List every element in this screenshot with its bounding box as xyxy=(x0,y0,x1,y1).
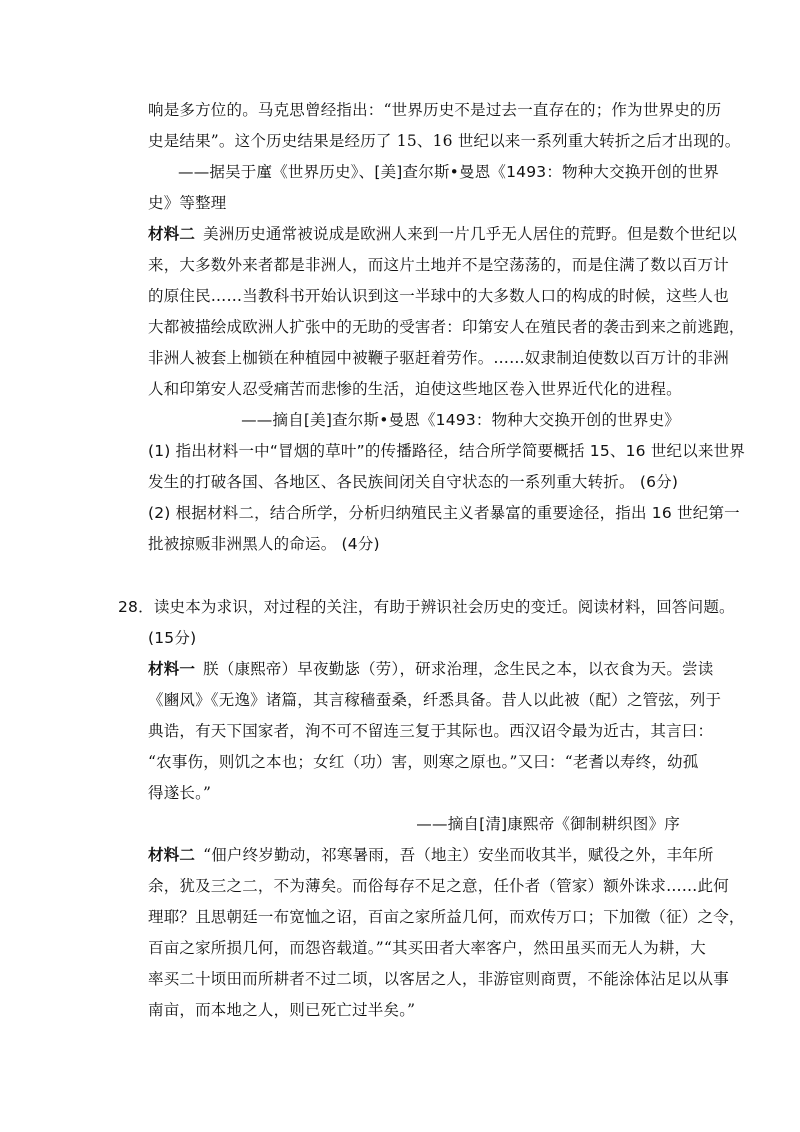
question-score: (15分) xyxy=(148,629,197,647)
text-line: 响是多方位的。马克思曾经指出：“世界历史不是过去一直存在的；作为世界史的历 xyxy=(148,101,722,119)
source-citation: ——据吴于廑《世界历史》、[美]查尔斯•曼恩《1493：物种大交换开创的世界 xyxy=(178,163,720,181)
text-line: 的原住民……当教科书开始认识到这一半球中的大多数人口的构成的时候，这些人也 xyxy=(148,287,729,305)
text-line: 典诰，有天下国家者，洵不可不留连三复于其际也。西汉诏令最为近古，其言曰： xyxy=(148,722,714,740)
text-line: 得遂长。” xyxy=(148,784,212,802)
source-citation: 史》等整理 xyxy=(148,194,227,212)
question-line: 发生的打破各国、各地区、各民族间闭关自守状态的一系列重大转折。 (6分) xyxy=(148,473,679,491)
material-text: 美洲历史通常被说成是欧洲人来到一片几乎无人居住的荒野。但是数个世纪以 xyxy=(203,225,737,243)
material-label: 材料二 xyxy=(148,846,196,864)
text-line xyxy=(148,659,713,679)
material-text: 朕（康熙帝）早夜勤毖（劳），研求治理，念生民之本，以衣食为天。尝读 xyxy=(203,660,714,678)
text-line: 史是结果”。这个历史结果是经历了 15、16 世纪以来一系列重大转折之后才出现的。 xyxy=(148,132,741,150)
material-label: 材料二 xyxy=(148,225,196,243)
question-line: 批被掠贩非洲黑人的命运。 (4分) xyxy=(148,535,380,553)
text-line: “农事伤，则饥之本也；女红（功）害，则寒之原也。”又曰：“老耆以寿终，幼孤 xyxy=(148,753,699,771)
text-line: 非洲人被套上枷锁在种植园中被鞭子驱赶着劳作。……奴隶制迫使数以百万计的非洲 xyxy=(148,349,729,367)
source-citation: ——摘自[美]查尔斯•曼恩《1493：物种大交换开创的世界史》 xyxy=(241,411,680,429)
question-line: (1) 指出材料一中“冒烟的草叶”的传播路径，结合所学简要概括 15、16 世纪以来世界 xyxy=(148,442,746,460)
text-line xyxy=(148,845,714,865)
text-line: 来，大多数外来者都是非洲人，而这片土地并不是空荡荡的，而是住满了数以百万计 xyxy=(148,256,729,274)
text-line: 人和印第安人忍受痛苦而悲惨的生活，迫使这些地区卷入世界近代化的进程。 xyxy=(148,380,682,398)
material-label: 材料一 xyxy=(148,660,196,678)
text-line: 南亩，而本地之人，则已死亡过半矣。” xyxy=(148,1001,416,1019)
text-line: 大都被描绘成欧洲人扩张中的无助的受害者：印第安人在殖民者的袭击到来之前逃跑， xyxy=(148,318,745,336)
material-text: “佃户终岁勤动，祁寒暑雨，吾（地主）安坐而收其半，赋役之外，丰年所 xyxy=(203,846,714,864)
text-line: 百亩之家所损几何，而怨咨载道。”“其买田者大率客户，然田虽买而无人为耕，大 xyxy=(148,939,707,957)
question-heading: 28．读史本为求识，对过程的关注，有助于辨识社会历史的变迁。阅读材料，回答问题。 xyxy=(118,598,735,616)
text-line: 率买二十顷田而所耕者不过二顷，以客居之人，非游宦则商贾，不能涂体沾足以从事 xyxy=(148,970,729,988)
source-citation: ——摘自[清]康熙帝《御制耕织图》序 xyxy=(416,815,680,833)
text-line: 理耶？且思朝廷一布宽恤之诏，百亩之家所益几何，而欢传万口；下加徵（征）之令， xyxy=(148,908,745,926)
text-line: 《豳风》《无逸》诸篇，其言稼穑蚕桑，纤悉具备。昔人以此被（配）之管弦，列于 xyxy=(148,691,722,709)
text-line xyxy=(148,224,737,244)
text-line: 余，犹及三之二，不为薄矣。而俗每存不足之意，任仆者（管家）额外诛求……此何 xyxy=(148,877,729,895)
question-line: (2) 根据材料二，结合所学，分析归纳殖民主义者暴富的重要途径，指出 16 世纪第一 xyxy=(148,504,740,522)
